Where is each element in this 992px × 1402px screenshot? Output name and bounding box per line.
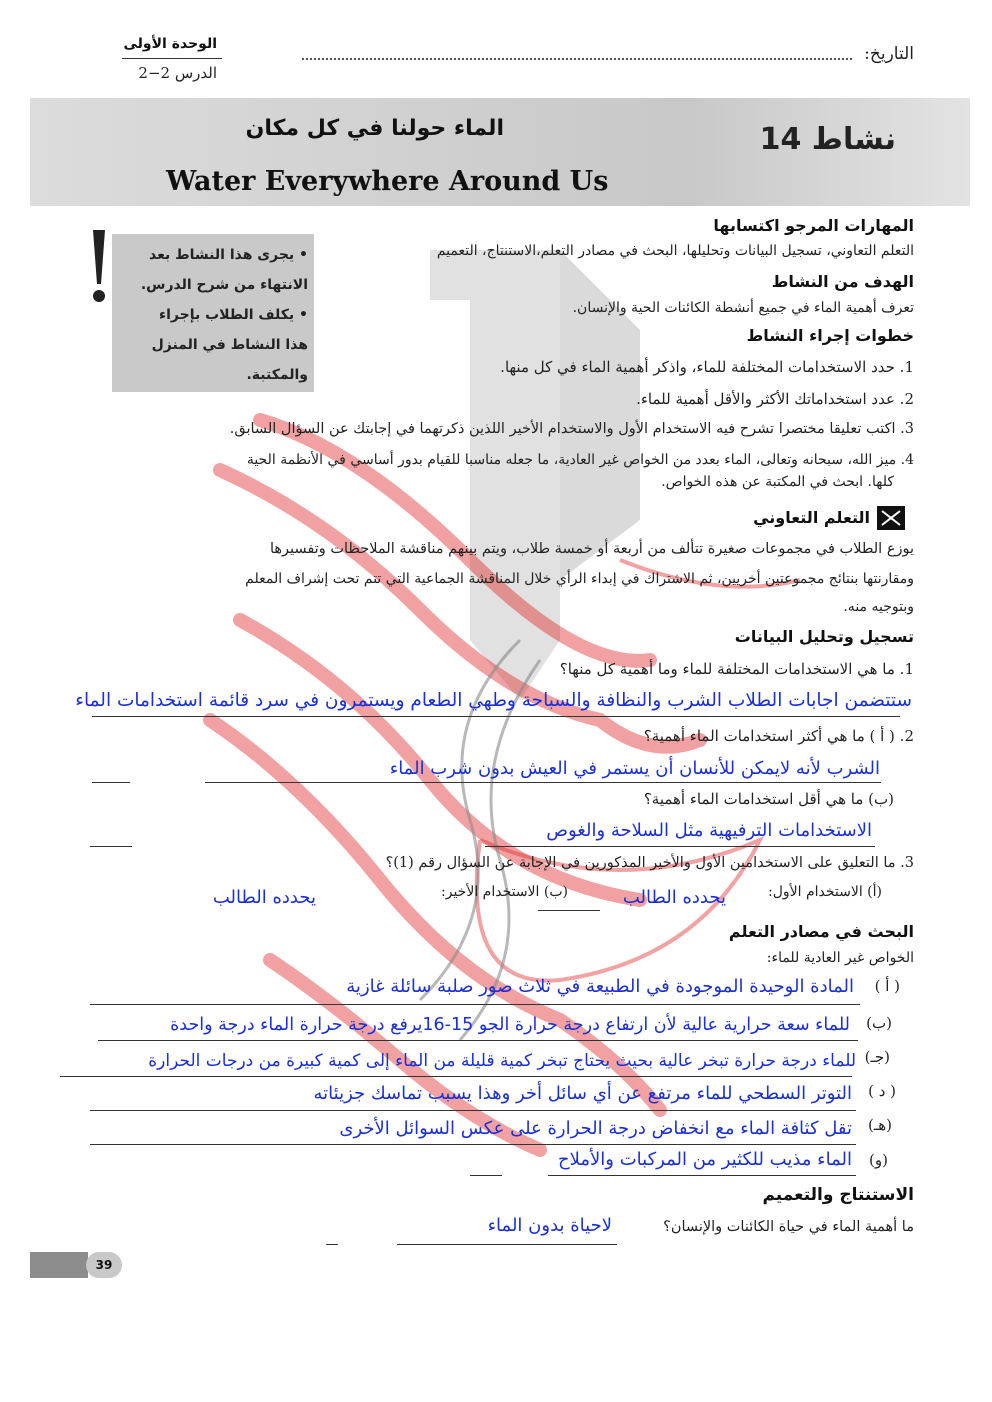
step-1: 1. حدد الاستخدامات المختلفة للماء، واذكر أهمية الماء في كل منها. [500, 358, 914, 376]
title-english: Water Everywhere Around Us [166, 166, 609, 197]
answer-line [90, 1004, 860, 1005]
answer-line [205, 782, 881, 783]
research-heading: البحث في مصادر التعلم [728, 922, 914, 941]
property-label: ( د ) [868, 1082, 896, 1100]
property-label: (ب) [866, 1014, 892, 1032]
coop-heading: التعلم التعاوني [753, 508, 870, 527]
goal-heading: الهدف من النشاط [771, 272, 914, 291]
question-3: 3. ما التعليق على الاستخدامين الأول والأخير المذكورين في الإجابة عن السؤال رقم (1)؟ [385, 855, 914, 871]
skills-heading: المهارات المرجو اكتسابها [713, 216, 914, 235]
property-answer[interactable]: للماء درجة حرارة تبخر عالية بحيث يحتاج تبخر كمية قليلة من الماء إلى كمية كبيرة من درجات الحرارة [148, 1051, 856, 1071]
answer-2a[interactable]: الشرب لأنه لايمكن للأنسان أن يستمر في العيش بدون شرب الماء [389, 758, 880, 779]
conclusion-question: ما أهمية الماء في حياة الكائنات والإنسان؟ [663, 1219, 914, 1235]
answer-line [92, 782, 130, 783]
answer-line [538, 910, 600, 911]
answer-line [90, 1110, 856, 1111]
answer-3a[interactable]: يحدده الطالب [622, 887, 726, 908]
question-2a: 2. ( أ ) ما هي أكثر استخدامات الماء أهمية؟ [643, 727, 914, 745]
answer-2b[interactable]: الاستخدامات الترفيهية مثل السلاحة والغوص [546, 820, 872, 841]
property-label: (و) [869, 1151, 888, 1169]
skills-text: التعلم التعاوني، تسجيل البيانات وتحليلها، البحث في مصادر التعلم،الاستنتاج، التعميم [436, 243, 914, 259]
note-line: • يكلف الطلاب بإجراء [158, 307, 308, 323]
answer-line [548, 1175, 856, 1176]
answer-line [397, 1244, 617, 1245]
answer-3b[interactable]: يحدده الطالب [212, 887, 316, 908]
property-label: ( أ ) [874, 977, 900, 995]
lesson-label: الدرس 2−2 [138, 64, 217, 82]
cooperative-icon [876, 505, 906, 531]
question-3b-label: (ب) الاستخدام الأخير: [441, 884, 568, 900]
note-line: والمكتبة. [246, 367, 308, 383]
coop-line-3: وبتوجيه منه. [843, 599, 914, 615]
answer-line [98, 1040, 858, 1041]
property-answer[interactable]: تقل كثافة الماء مع انخفاض درجة الحرارة على عكس السوائل الأخرى [339, 1118, 852, 1139]
research-sub: الخواص غير العادية للماء: [766, 950, 914, 966]
question-3a-label: (أ) الاستخدام الأول: [767, 884, 882, 900]
exclamation-icon [88, 226, 110, 306]
answer-line [92, 716, 900, 717]
step-4-line2: كلها. ابحث في المكتبة عن هذه الخواص. [661, 474, 894, 490]
header-divider [122, 58, 222, 59]
record-heading: تسجيل وتحليل البيانات [734, 627, 914, 646]
answer-line [470, 1175, 502, 1176]
activity-number: 14 [759, 122, 802, 157]
activity-word: نشاط [811, 122, 896, 157]
note-line: • يجرى هذا النشاط بعد [149, 247, 308, 263]
answer-line [485, 846, 875, 847]
property-answer[interactable]: المادة الوحيدة الموجودة في الطبيعة في ثلاث صور صلبة سائلة غازية [346, 976, 854, 997]
coop-line-2: ومقارنتها بنتائج مجموعتين أخريين، ثم الاشتراك في إبداء الرأي خلال المناقشة الجماعية التي تتم تحت إشراف المعلم [245, 571, 914, 587]
answer-line [326, 1244, 338, 1245]
coop-line-1: يوزع الطلاب في مجموعات صغيرة تتألف من أربعة أو خمسة طلاب، ويتم بينهم مناقشة الملاحظات وتفسيرها [269, 541, 914, 557]
steps-heading: خطوات إجراء النشاط [746, 326, 914, 345]
property-answer[interactable]: التوتر السطحي للماء مرتفع عن أي سائل أخر وهذا يسبب تماسك جزيئاته [313, 1083, 852, 1104]
note-text [141, 240, 308, 390]
title-arabic: الماء حولنا في كل مكان [245, 116, 504, 141]
question-2b: (ب) ما هي أقل استخدامات الماء أهمية؟ [643, 790, 894, 808]
page-number: 39 [86, 1252, 122, 1278]
answer-1[interactable]: ستتضمن اجابات الطلاب الشرب والنظافة والسباحة وطهي الطعام ويستمرون في سرد قائمة استخدامات الماء [75, 690, 912, 711]
note-line: هذا النشاط في المنزل [151, 337, 308, 353]
answer-line [90, 1144, 856, 1145]
answer-line [60, 1076, 852, 1077]
activity-label [760, 122, 896, 157]
date-label: التاريخ: [864, 44, 914, 64]
step-3: 3. اكتب تعليقا مختصرا تشرح فيه الاستخدام الأول والاستخدام الأخير اللذين ذكرتهما في إجابتك عن السؤال السابق. [229, 421, 914, 437]
goal-text: تعرف أهمية الماء في جميع أنشطة الكائنات الحية والإنسان. [572, 300, 914, 316]
date-field[interactable] [302, 58, 852, 60]
conclusion-heading: الاستنتاج والتعميم [762, 1185, 914, 1205]
step-4-line1: 4. ميز الله، سبحانه وتعالى، الماء بعدد من الخواص غير العادية، ما جعله مناسبا للقيام بدور أساسي في الأنظمة الحية [246, 452, 914, 468]
unit-label: الوحدة الأولى [123, 36, 217, 52]
answer-line [90, 846, 132, 847]
property-answer[interactable]: للماء سعة حرارية عالية لأن ارتفاع درجة حرارة الجو 15-16يرفع درجة حرارة الماء درجة واحدة [170, 1015, 850, 1035]
property-label: (جـ) [864, 1048, 890, 1066]
note-line: الانتهاء من شرح الدرس. [140, 277, 308, 293]
property-answer[interactable]: الماء مذيب للكثير من المركبات والأملاح [558, 1149, 852, 1170]
step-2: 2. عدد استخداماتك الأكثر والأقل أهمية للماء. [636, 390, 914, 408]
page-number-bar [30, 1252, 88, 1278]
question-1: 1. ما هي الاستخدامات المختلفة للماء وما أهمية كل منها؟ [559, 660, 914, 678]
property-label: (هـ) [867, 1116, 892, 1134]
conclusion-answer[interactable]: لاحياة بدون الماء [487, 1215, 612, 1236]
